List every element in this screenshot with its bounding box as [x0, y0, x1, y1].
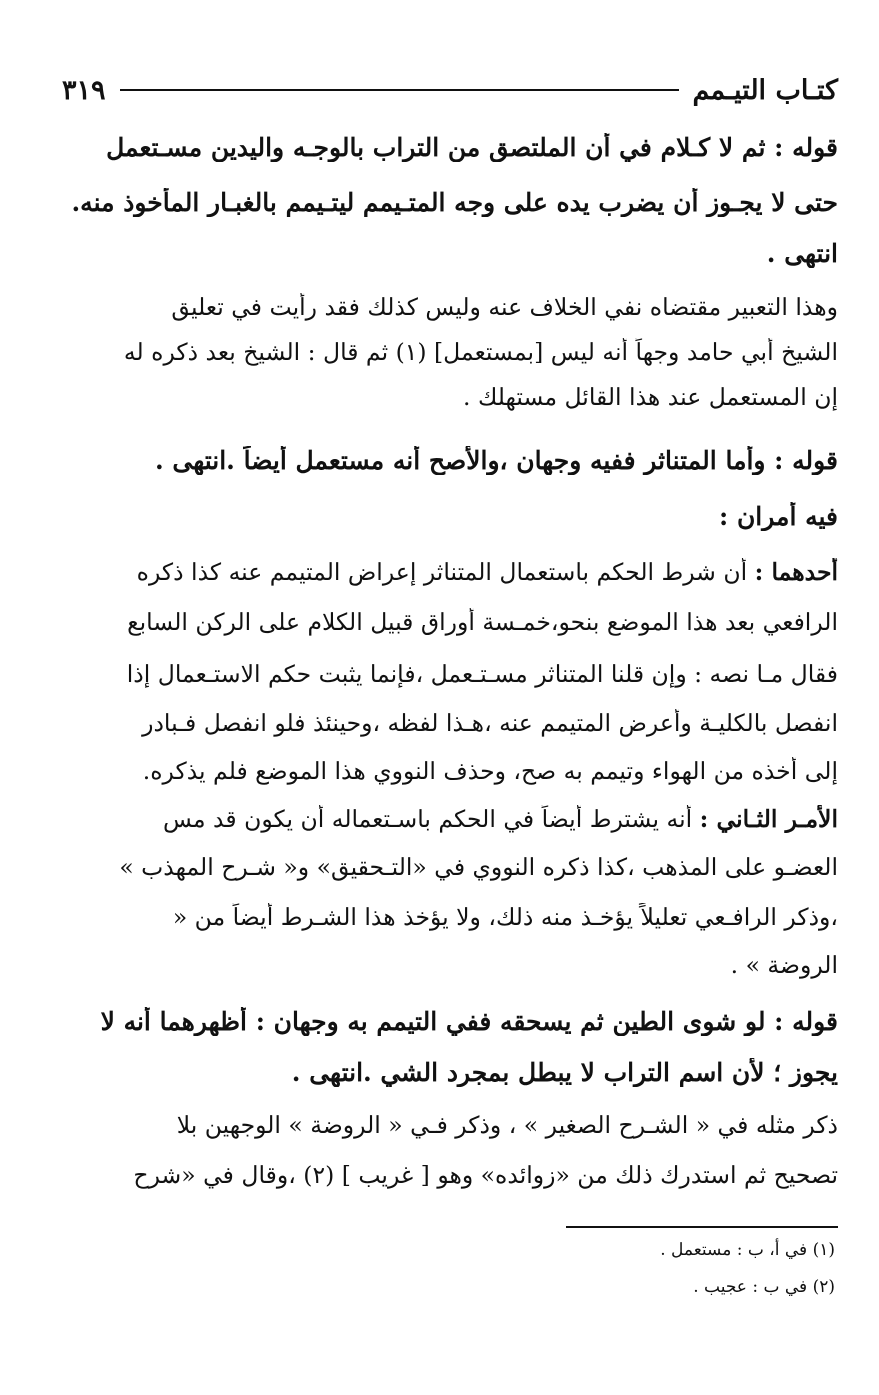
paragraph-lead: الأمـر الثـاني :	[699, 805, 838, 833]
text-line: الروضة » .	[730, 951, 838, 979]
text-line: تصحيح ثم استدرك ذلك من «زوائده» وهو [ غريب ] (٢) ،وقال في «شرح	[133, 1161, 838, 1189]
text-line: انتهى .	[766, 239, 838, 268]
footnote: (٢) في ب : عجيب .	[693, 1277, 835, 1297]
text-line: قوله : لو شوى الطين ثم يسحقه ففي التيمم به وجهان : أظهرهما أنه لا	[100, 1007, 838, 1036]
footnote-rule	[566, 1226, 838, 1228]
page-header	[62, 68, 838, 112]
text-line: يجوز ؛ لأن اسم التراب لا يبطل بمجرد الشي .انتهى .	[291, 1058, 838, 1087]
text-line: الأمـر الثـاني : أنه يشترط أيضاً في الحكم باسـتعماله أن يكون قد مس	[163, 805, 838, 833]
paragraph-lead: أحدهما :	[754, 558, 838, 586]
text-line: فقال مـا نصه : وإن قلنا المتناثر مسـتـعمل ،فإنما يثبت حكم الاستـعمال إذا	[126, 660, 838, 688]
page-number: ٣١٩	[62, 74, 106, 106]
text-line: انفصل بالكليـة وأعرض المتيمم عنه ،هـذا لفظه ،وحينئذ فلو انفصل فـبادر	[142, 709, 838, 737]
header-rule	[120, 89, 679, 91]
text-line: الرافعي بعد هذا الموضع بنحو،خمـسة أوراق قبيل الكلام على الركن السابع	[127, 608, 838, 636]
chapter-title: كتـاب التيـمم	[692, 74, 838, 106]
text-line: الشيخ أبي حامد وجهاً أنه ليس [بمستعمل] (١) ثم قال : الشيخ بعد ذكره له	[123, 338, 838, 366]
text-line: وهذا التعبير مقتضاه نفي الخلاف عنه وليس كذلك فقد رأيت في تعليق	[171, 293, 838, 321]
footnote: (١) في أ، ب : مستعمل .	[660, 1240, 835, 1260]
text-line: العضـو على المذهب ،كذا ذكره النووي في «التـحقيق» و« شـرح المهذب »	[119, 853, 838, 881]
text-line: فيه أمران :	[719, 502, 838, 531]
text-line: أحدهما : أن شرط الحكم باستعمال المتناثر إعراض المتيمم عنه كذا ذكره	[136, 558, 838, 586]
text-line: إلى أخذه من الهواء وتيمم به صح، وحذف النووي هذا الموضع فلم يذكره.	[142, 757, 838, 785]
text-line: ،وذكر الرافـعي تعليلاً يؤخـذ منه ذلك، ولا يؤخذ هذا الشـرط أيضاً من «	[172, 903, 838, 931]
text-line: قوله : وأما المتناثر ففيه وجهان ،والأصح أنه مستعمل أيضاً .انتهى .	[154, 446, 838, 475]
text-line: إن المستعمل عند هذا القائل مستهلك .	[463, 383, 838, 411]
text-line: قوله : ثم لا كـلام في أن الملتصق من التراب بالوجـه واليدين مسـتعمل	[106, 133, 838, 162]
text-line: ذكر مثله في « الشـرح الصغير » ، وذكر فـي « الروضة » الوجهين بلا	[176, 1111, 838, 1139]
text-line: حتى لا يجـوز أن يضرب يده على وجه المتـيمم ليتـيمم بالغبـار المأخوذ منه.	[71, 188, 838, 217]
